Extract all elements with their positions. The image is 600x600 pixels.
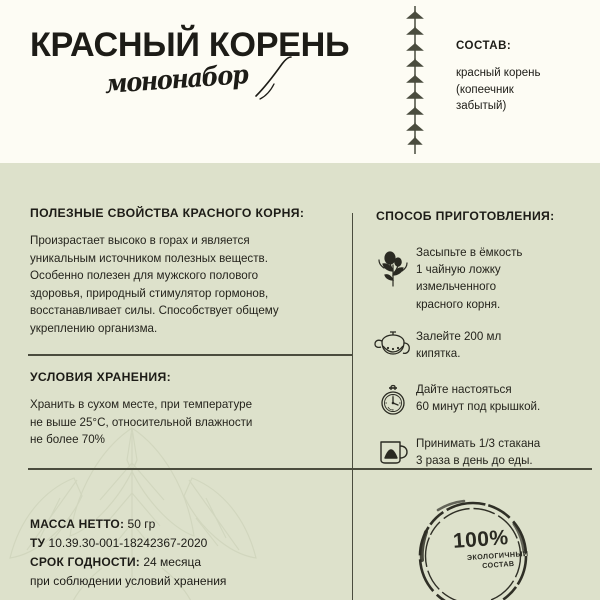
eco-caption-line: ЭКОЛОГИЧНЫЙ [466, 548, 529, 563]
storage-line: не выше 25°C, относительной влажности [30, 415, 253, 429]
tu-value: 10.39.30-001-18242367-2020 [48, 536, 208, 550]
benefits-line: Особенно полезен для мужского полового [30, 269, 259, 283]
shelf-life-value: 24 месяца [143, 555, 201, 569]
benefits-line: укреплению организма. [30, 321, 158, 335]
composition-body [456, 65, 591, 115]
storage-section [30, 370, 350, 449]
step-line: измельченного [416, 280, 497, 294]
step-line: Дайте настояться [416, 383, 512, 397]
eco-caption-line: СОСТАВ [481, 558, 515, 571]
script-flourish-icon [252, 56, 294, 100]
eco-percent: 100% [452, 526, 510, 553]
benefits-body [30, 232, 350, 338]
section-rule [28, 354, 352, 356]
step-line: 60 минут под крышкой. [416, 400, 541, 414]
preparation-section [376, 209, 591, 223]
tu-row [30, 534, 360, 553]
composition-line: (копеечник [456, 83, 514, 96]
benefits-line: уникальным источником полезных веществ. [30, 251, 268, 265]
preparation-step [370, 380, 595, 418]
benefits-line: здоровья, природный стимулятор гормонов, [30, 286, 269, 300]
net-weight-label: МАССА НЕТТО: [30, 517, 125, 531]
step-line: Залейте 200 мл [416, 329, 502, 343]
preparation-step-text [416, 434, 540, 469]
storage-line: не более 70% [30, 433, 105, 447]
tu-label: ТУ [30, 536, 46, 550]
benefits-section [30, 206, 350, 338]
storage-heading: УСЛОВИЯ ХРАНЕНИЯ: [30, 370, 172, 384]
specs-section [30, 515, 360, 591]
title-block [30, 26, 380, 100]
flower-sprig-icon [370, 243, 416, 287]
mug-icon [370, 434, 416, 466]
net-weight-value: 50 гр [127, 517, 156, 531]
benefits-heading: ПОЛЕЗНЫЕ СВОЙСТВА КРАСНОГО КОРНЯ: [30, 206, 305, 220]
vine-sprig-icon [404, 4, 426, 156]
preparation-step [370, 327, 595, 362]
benefits-line: восстанавливает силы. Способствует общему [30, 304, 279, 318]
storage-line: Хранить в сухом месте, при температуре [30, 398, 253, 411]
step-line: кипятка. [416, 347, 461, 361]
shelf-life-row [30, 553, 360, 572]
preparation-step-text [416, 243, 522, 313]
preparation-step [370, 243, 595, 313]
step-line: красного корня. [416, 297, 501, 311]
preparation-step-text [416, 327, 501, 362]
composition-line: красный корень [456, 67, 541, 79]
preparation-heading: СПОСОБ ПРИГОТОВЛЕНИЯ: [376, 209, 555, 223]
benefits-line: Произрастает высоко в горах и является [30, 234, 250, 247]
composition-block [456, 40, 591, 115]
net-weight-row [30, 515, 360, 534]
step-line: 3 раза в день до еды. [416, 454, 533, 468]
preparation-steps [370, 243, 595, 484]
step-line: Засыпьте в ёмкость [416, 246, 523, 259]
teapot-icon [370, 327, 416, 359]
preparation-step-text [416, 380, 540, 415]
storage-body [30, 396, 350, 449]
composition-line: забытый) [456, 100, 507, 112]
step-line: Принимать 1/3 стакана [416, 437, 541, 451]
shelf-life-note: при соблюдении условий хранения [30, 574, 227, 588]
shelf-life-label: СРОК ГОДНОСТИ: [30, 555, 140, 569]
preparation-step [370, 434, 595, 469]
pocket-watch-icon [370, 380, 416, 418]
header-band [0, 0, 600, 163]
step-line: 1 чайную ложку [416, 263, 501, 277]
composition-heading: СОСТАВ: [456, 40, 512, 52]
page-title: КРАСНЫЙ КОРЕНЬ [30, 26, 350, 64]
script-subtitle: мононабор [103, 60, 249, 100]
